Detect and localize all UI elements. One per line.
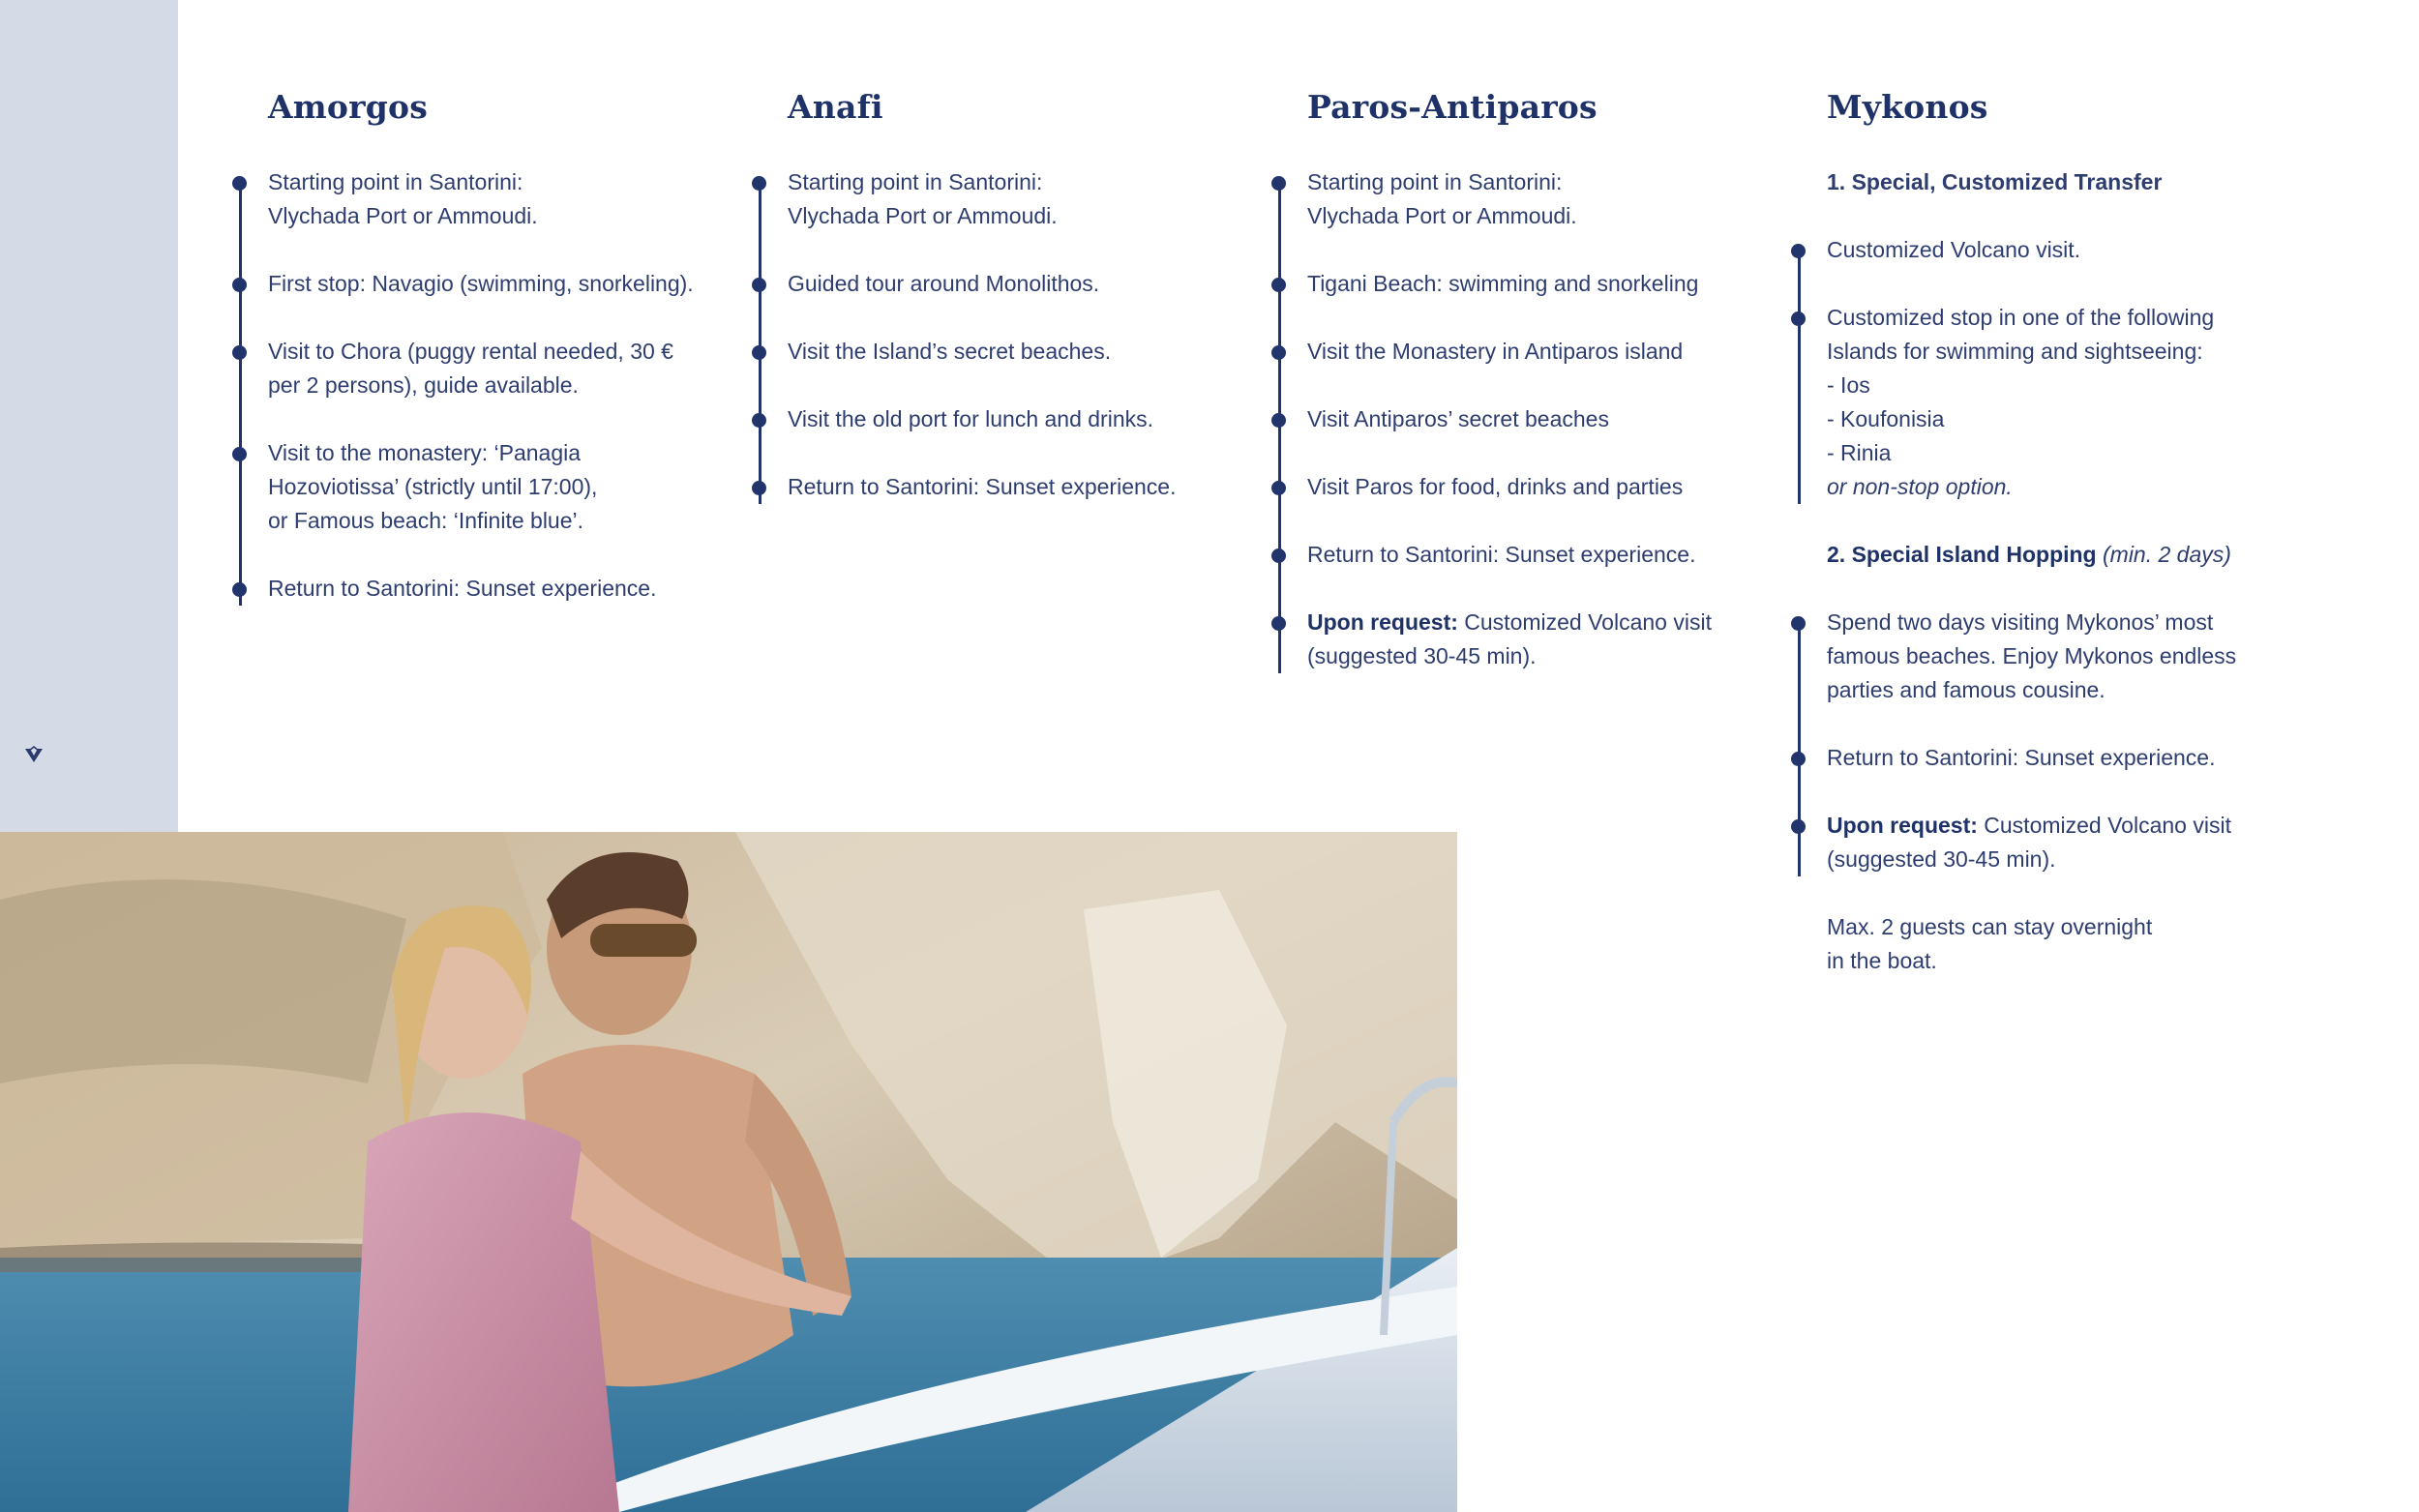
timeline-item <box>1827 809 2369 876</box>
note-text: in the boat. <box>1827 948 1937 973</box>
item-text: Return to Santorini: Sunset experience. <box>1307 542 1696 567</box>
timeline-item <box>1307 470 1801 504</box>
timeline-item <box>788 402 1281 436</box>
timeline-item <box>1307 402 1801 436</box>
timeline-item <box>788 267 1281 301</box>
item-text: Customized stop in one of the following <box>1827 305 2215 330</box>
item-text: parties and famous cousine. <box>1827 677 2105 702</box>
timeline-item <box>268 267 762 301</box>
column-anafi <box>788 85 1281 504</box>
column-mykonos <box>1827 85 2369 978</box>
upon-request-label: Upon request: <box>1827 813 1978 838</box>
heading-italic: (min. 2 days) <box>2096 542 2231 567</box>
item-text: - Koufonisia <box>1827 406 1945 431</box>
column-amorgos <box>268 85 762 606</box>
timeline <box>1307 165 1801 673</box>
option-heading-transfer: 1. Special, Customized Transfer <box>1827 169 2163 194</box>
timeline-item <box>1827 741 2369 775</box>
item-text: Islands for swimming and sightseeing: <box>1827 339 2203 364</box>
column-paros-antiparos <box>1307 85 1801 673</box>
timeline-item <box>788 470 1281 504</box>
timeline-item <box>1827 301 2369 504</box>
item-text: Customized Volcano visit <box>1457 609 1712 635</box>
column-title: Anafi <box>788 88 883 126</box>
column-title: Amorgos <box>268 88 428 126</box>
item-text: Visit to Chora (puggy rental needed, 30 € <box>268 339 673 364</box>
item-text: Customized Volcano visit. <box>1827 237 2081 262</box>
timeline <box>788 165 1281 504</box>
item-text <box>1307 606 1801 639</box>
item-text: or Famous beach: ‘Infinite blue’. <box>268 508 584 533</box>
item-text: Hozoviotissa’ (strictly until 17:00), <box>268 474 598 499</box>
item-text: Visit to the monastery: ‘Panagia <box>268 440 582 465</box>
timeline-item <box>788 335 1281 369</box>
timeline <box>268 165 762 606</box>
item-text: Guided tour around Monolithos. <box>788 271 1100 296</box>
item-text: (suggested 30-45 min). <box>1307 643 1537 668</box>
timeline-item <box>1827 233 2369 267</box>
item-text: Visit the Monastery in Antiparos island <box>1307 339 1684 364</box>
note-text: Max. 2 guests can stay overnight <box>1827 914 2153 939</box>
upon-request-label: Upon request: <box>1307 609 1458 635</box>
brand-emblem-icon <box>23 745 45 766</box>
timeline-item <box>268 165 762 233</box>
timeline-item <box>1307 165 1801 233</box>
timeline-item <box>1307 335 1801 369</box>
sidebar-panel <box>0 0 178 832</box>
timeline-item <box>788 165 1281 233</box>
item-text: Return to Santorini: Sunset experience. <box>1827 745 2216 770</box>
item-text: Vlychada Port or Ammoudi. <box>1307 203 1577 228</box>
timeline-item <box>1307 606 1801 673</box>
item-text: Visit Paros for food, drinks and parties <box>1307 474 1684 499</box>
column-title: Mykonos <box>1827 88 1988 126</box>
item-text: Starting point in Santorini: <box>788 169 1043 194</box>
couple-on-boat-photo <box>0 832 1457 1512</box>
heading-bold: 2. Special Island Hopping <box>1827 542 2097 567</box>
overnight-note <box>1827 910 2369 978</box>
item-text: famous beaches. Enjoy Mykonos endless <box>1827 643 2237 668</box>
timeline-item <box>268 335 762 402</box>
item-text: Spend two days visiting Mykonos’ most <box>1827 609 2214 635</box>
item-text: Return to Santorini: Sunset experience. <box>268 576 657 601</box>
item-text: Vlychada Port or Ammoudi. <box>788 203 1058 228</box>
item-text: Starting point in Santorini: <box>1307 169 1563 194</box>
timeline-hopping <box>1827 606 2369 876</box>
column-title: Paros-Antiparos <box>1307 88 1598 126</box>
timeline-item <box>1307 267 1801 301</box>
item-text: Return to Santorini: Sunset experience. <box>788 474 1177 499</box>
item-text: (suggested 30-45 min). <box>1827 846 2056 872</box>
item-text: - Rinia <box>1827 440 1892 465</box>
item-text: Customized Volcano visit <box>1977 813 2231 838</box>
timeline-transfer <box>1827 233 2369 504</box>
item-text: Starting point in Santorini: <box>268 169 523 194</box>
item-text: First stop: Navagio (swimming, snorkeling). <box>268 271 694 296</box>
timeline-item <box>1307 538 1801 572</box>
timeline-item <box>268 436 762 538</box>
item-text: - Ios <box>1827 372 1870 398</box>
timeline-item <box>1827 606 2369 707</box>
option-heading-hopping <box>1827 538 2369 572</box>
item-text: per 2 persons), guide available. <box>268 372 579 398</box>
timeline-item <box>268 572 762 606</box>
item-text <box>1827 809 2369 843</box>
item-text: Visit Antiparos’ secret beaches <box>1307 406 1609 431</box>
item-text: Visit the old port for lunch and drinks. <box>788 406 1154 431</box>
item-text: Vlychada Port or Ammoudi. <box>268 203 538 228</box>
item-text: Visit the Island’s secret beaches. <box>788 339 1112 364</box>
item-text-italic: or non-stop option. <box>1827 474 2013 499</box>
item-text: Tigani Beach: swimming and snorkeling <box>1307 271 1699 296</box>
